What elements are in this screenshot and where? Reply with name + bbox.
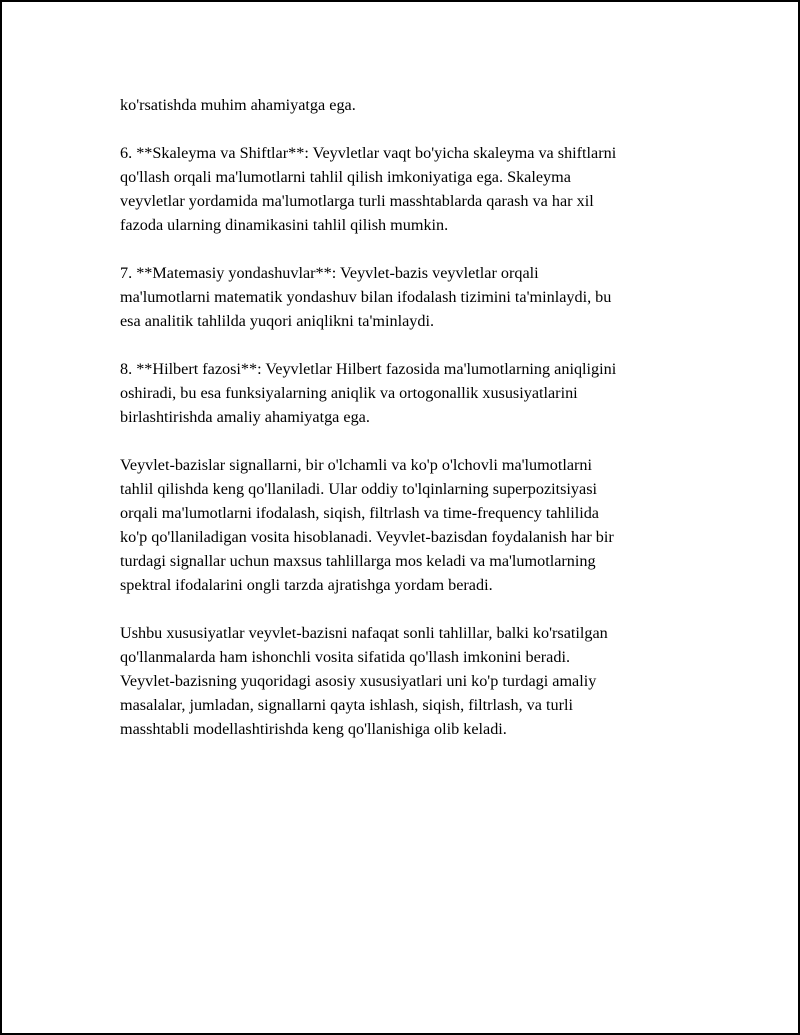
text-line: 7. **Matemasiy yondashuvlar**: Veyvlet-bazis veyvletlar orqali <box>120 264 539 282</box>
text-line: masshtabli modellashtirishda keng qo'llanishiga olib keladi. <box>120 720 507 738</box>
paragraph-wavelet-applications <box>120 453 690 597</box>
text-line: spektral ifodalarini ongli tarzda ajratishga yordam beradi. <box>120 576 493 594</box>
paragraph-continuation <box>120 93 690 117</box>
text-line: birlashtirishda amaliy ahamiyatga ega. <box>120 408 370 426</box>
text-line: ko'p qo'llaniladigan vosita hisoblanadi. Veyvlet-bazisdan foydalanish har bir <box>120 528 614 546</box>
text-line: ma'lumotlarni matematik yondashuv bilan ifodalash tizimini ta'minlaydi, bu <box>120 288 612 306</box>
text-line: 6. **Skaleyma va Shiftlar**: Veyvletlar vaqt bo'yicha skaleyma va shiftlarni <box>120 144 617 162</box>
paragraph-item-7-mathematical-approaches <box>120 261 690 333</box>
text-line: oshiradi, bu esa funksiyalarning aniqlik va ortogonallik xususiyatlarini <box>120 384 578 402</box>
text-line: Veyvlet-bazisning yuqoridagi asosiy xususiyatlari uni ko'p turdagi amaliy <box>120 672 597 690</box>
text-line: ko'rsatishda muhim ahamiyatga ega. <box>120 96 356 114</box>
text-line: tahlil qilishda keng qo'llaniladi. Ular oddiy to'lqinlarning superpozitsiyasi <box>120 480 597 498</box>
text-line: qo'llanmalarda ham ishonchli vosita sifatida qo'llash imkonini beradi. <box>120 648 570 666</box>
text-line: Ushbu xususiyatlar veyvlet-bazisni nafaqat sonli tahlillar, balki ko'rsatilgan <box>120 624 608 642</box>
text-line: qo'llash orqali ma'lumotlarni tahlil qilish imkoniyatiga ega. Skaleyma <box>120 168 571 186</box>
paragraph-item-8-hilbert-space <box>120 357 690 429</box>
text-line: turdagi signallar uchun maxsus tahlillarga mos keladi va ma'lumotlarning <box>120 552 596 570</box>
text-line: veyvletlar yordamida ma'lumotlarga turli masshtablarda qarash va har xil <box>120 192 594 210</box>
paragraph-item-6-scaling-shifts <box>120 141 690 237</box>
text-line: orqali ma'lumotlarni ifodalash, siqish, filtrlash va time-frequency tahlilida <box>120 504 599 522</box>
paragraph-conclusion <box>120 621 690 741</box>
text-line: esa analitik tahlilda yuqori aniqlikni ta'minlaydi. <box>120 312 435 330</box>
text-line: Veyvlet-bazislar signallarni, bir o'lchamli va ko'p o'lchovli ma'lumotlarni <box>120 456 592 474</box>
document-body <box>120 93 690 765</box>
text-line: fazoda ularning dinamikasini tahlil qilish mumkin. <box>120 216 449 234</box>
text-line: masalalar, jumladan, signallarni qayta ishlash, siqish, filtrlash, va turli <box>120 696 573 714</box>
text-line: 8. **Hilbert fazosi**: Veyvletlar Hilbert fazosida ma'lumotlarning aniqligini <box>120 360 617 378</box>
